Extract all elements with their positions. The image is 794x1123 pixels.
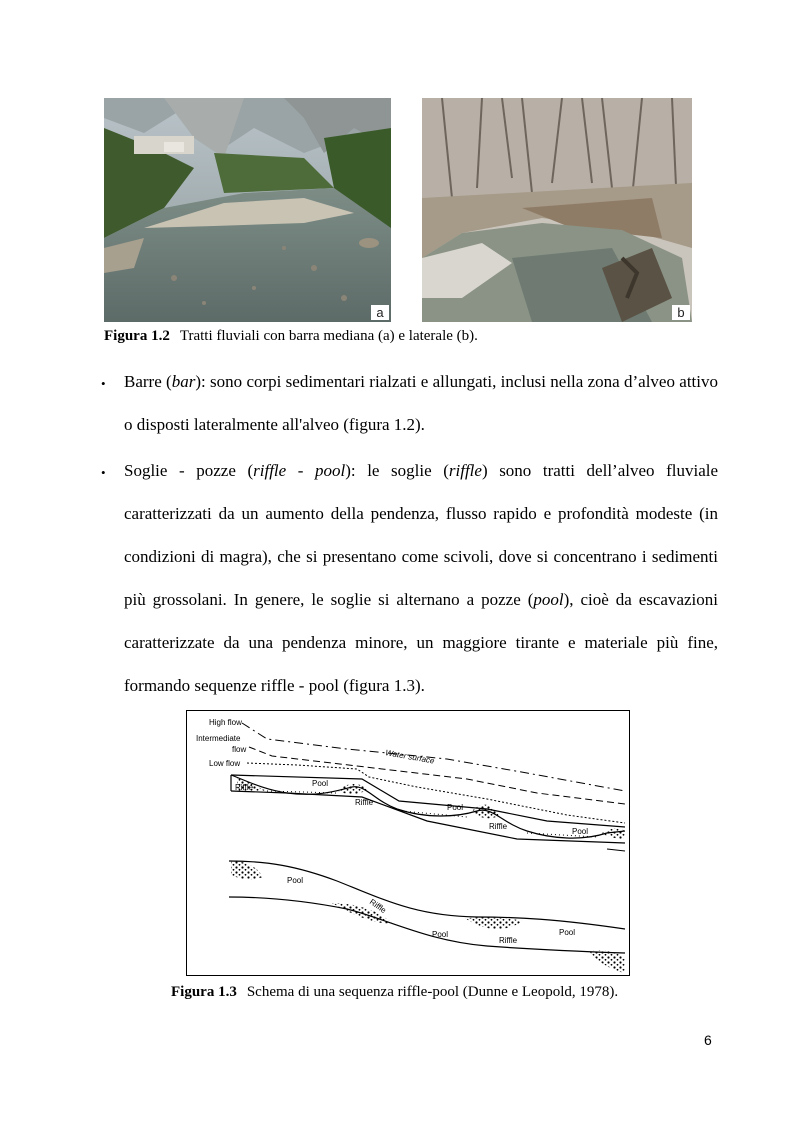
definition-list (104, 360, 718, 707)
bullet-rp-mid1: ): le soglie ( (345, 461, 449, 480)
bullet-bars (104, 360, 718, 446)
label-low-flow: Low flow (209, 759, 241, 768)
photo-a-label: a (371, 305, 389, 320)
label-high-flow: High flow (209, 718, 242, 727)
label-riffle-plan-2: Riffle (499, 936, 518, 945)
label-riffle-plan-1: Riffle (367, 897, 388, 916)
bullet-bars-text: ): sono corpi sedimentari rialzati e allungati, inclusi nella zona d’alveo attivo o disposti lateralmente all'alveo (figura 1.2). (124, 372, 718, 434)
bullet-rp-pre: Soglie - pozze ( (124, 461, 254, 480)
page-number: 6 (704, 1032, 712, 1048)
bullet-bars-term: bar (171, 372, 196, 391)
figure-1-3-caption-text: Schema di una sequenza riffle-pool (Dunne e Leopold, 1978). (246, 984, 619, 1000)
bullet-riffle-pool (104, 449, 718, 707)
bullet-rp-term: riffle - pool (253, 461, 346, 480)
photo-b-label: b (672, 305, 690, 320)
label-riffle-3: Riffle (489, 822, 508, 831)
label-pool-1: Pool (312, 779, 329, 788)
label-pool-plan-3: Pool (559, 928, 576, 937)
label-riffle-2: Riffle (355, 798, 374, 807)
bullet-rp-post: ), cioè da escavazioni caratterizzate da una pendenza minore, un maggiore tirante e materiale più fine, formando sequenze riffle - pool (figura 1.3). (124, 590, 718, 695)
label-pool-plan-2: Pool (432, 930, 449, 939)
photo-stream-lateral-bar (422, 98, 692, 322)
label-pool-plan-1: Pool (287, 876, 304, 885)
label-pool-3: Pool (572, 827, 589, 836)
label-intermediate: Intermediate (196, 734, 241, 743)
bullet-rp-term2: riffle (448, 461, 482, 480)
bullet-rp-mid2: ) sono tratti dell’alveo fluviale caratterizzati da un aumento della pendenza, flusso rapido e profondità modeste (in condizioni di magra), che si presentano come scivoli, dove si concentrano i sedimenti più grossolani. In genere, le soglie si alternano a pozze ( (124, 461, 719, 609)
label-water-surface: Water surface (384, 748, 436, 766)
figure-1-3-caption (171, 984, 618, 1001)
bullet-bars-pre: Barre ( (124, 372, 172, 391)
figure-1-3-caption-number: Figura 1.3 (171, 984, 237, 1000)
photo-river-mid-bar (104, 98, 391, 322)
label-pool-2: Pool (447, 803, 464, 812)
riffle-pool-diagram (186, 710, 630, 976)
label-riffle-1: Riffle (235, 783, 254, 792)
label-intermediate-flow: flow (232, 745, 247, 754)
figure-1-2-caption-text: Tratti fluviali con barra mediana (a) e laterale (b). (179, 328, 478, 344)
figure-1-2-caption-number: Figura 1.2 (104, 328, 170, 344)
figure-1-2-caption (104, 328, 478, 345)
bullet-rp-term3: pool (533, 590, 564, 609)
